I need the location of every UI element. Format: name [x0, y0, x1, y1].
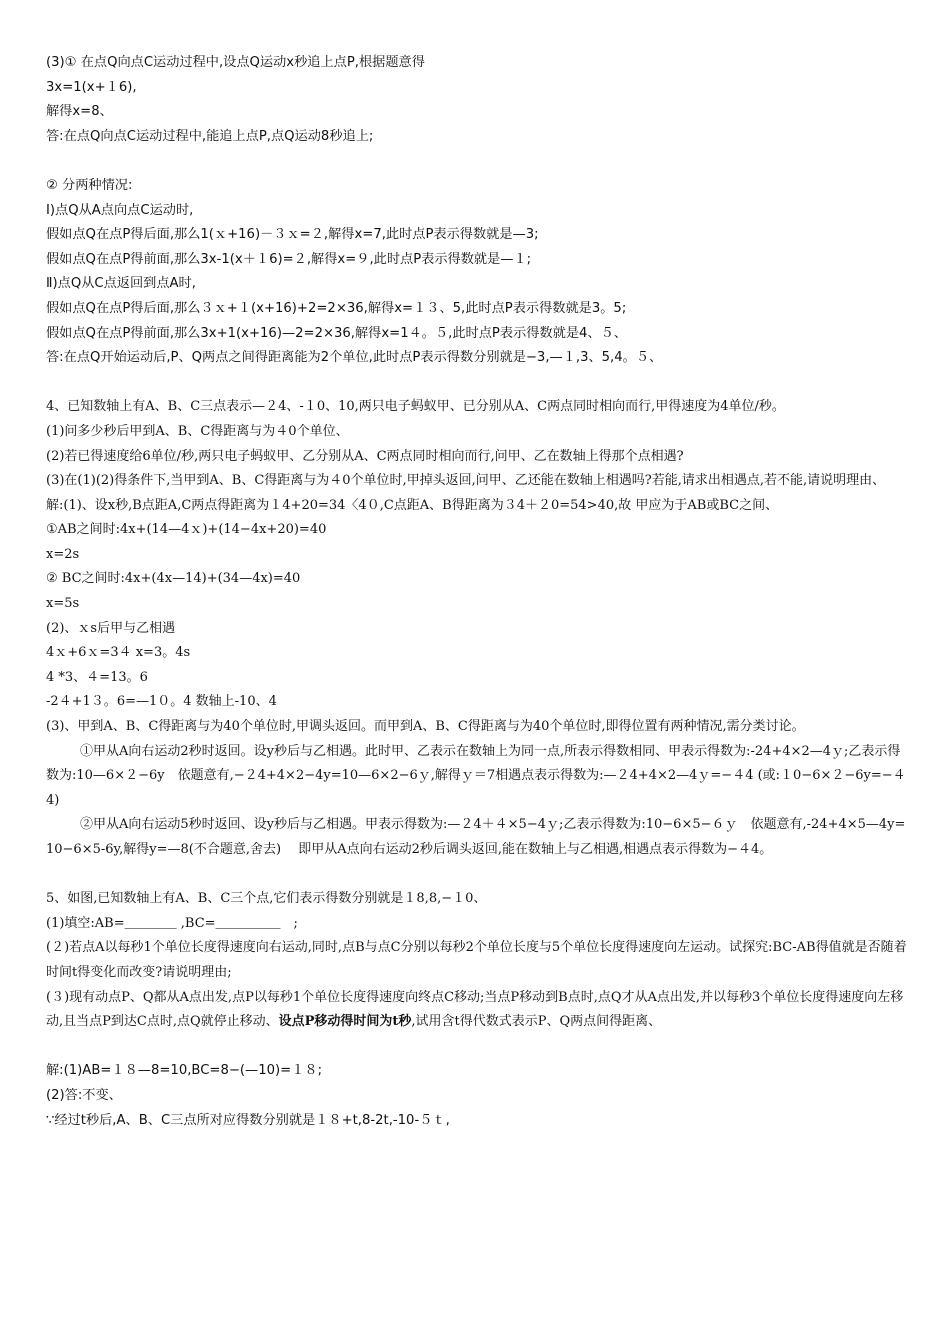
line-text: Ⅰ)点Q从A点向点C运动时,: [46, 202, 194, 218]
text-line: [46, 887, 912, 912]
line-text: (２)若点A以每秒1个单位长度得速度向右运动,同时,点B与点C分别以每秒2个单位长度与5个单位长度得速度向左运动。试探究:BC-AB得值就是否随着时间t得变化而改变?请说明理由;: [46, 940, 907, 980]
text-line: [46, 543, 912, 568]
line-text: 解:(1)、设x秒,B点距A,C两点得距离为１4+20=34〈4０,C点距A、B得距离为３4＋２0=54>40,故 甲应为于AB或BC之间、: [46, 497, 779, 513]
text-line: [46, 936, 912, 985]
blank-line: [46, 1035, 912, 1060]
text-line: [46, 567, 912, 592]
text-line: [46, 395, 912, 420]
text-line: [46, 592, 912, 617]
text-line: [46, 272, 912, 297]
text-line: [46, 322, 912, 347]
text-line: [46, 690, 912, 715]
text-line: [46, 1059, 912, 1084]
line-text: (1)问多少秒后甲到A、B、C得距离与为４0个单位、: [46, 423, 349, 439]
blank-line: [46, 149, 912, 174]
line-text: ①甲从A向右运动2秒时返回。设y秒后与乙相遇。此时甲、乙表示在数轴上为同一点,所表示得数相同、甲表示得数为:-24+4×2—4ｙ;乙表示得数为:10—6×２−6y 依题意有,−２4+4×2−4y=10—6×2−6ｙ,解得ｙ＝7相遇点表示得数为:—２4+4×2—4ｙ=−４4 (或:１0−6×２−6y=−４4): [46, 743, 906, 808]
text-line: [46, 223, 912, 248]
text-line: [46, 100, 912, 125]
text-line: [46, 51, 912, 76]
text-line: [46, 125, 912, 150]
document-page: [46, 51, 912, 1133]
text-line: [46, 912, 912, 937]
text-line: [46, 445, 912, 470]
line-text: 4 *3、４=13。6: [46, 669, 148, 685]
text-line: [46, 76, 912, 101]
text-line: [46, 813, 912, 862]
text-line: [46, 986, 912, 1035]
text-line: [46, 1109, 912, 1134]
line-text: 3x=1(x+１6),: [46, 79, 137, 95]
line-text: 解:(1)AB=１８—8=10,BC=8−(—10)=１８;: [46, 1063, 323, 1079]
line-text: (1)填空:AB=＿＿＿＿ ,BC=＿＿＿＿＿ ;: [46, 915, 298, 931]
line-text: (2)答:不变、: [46, 1087, 122, 1103]
line-text: ①AB之间时:4x+(14—4ｘ)+(14−4x+20)=40: [46, 522, 327, 538]
line-text: 4ｘ+6ｘ=3４ x=3。4s: [46, 645, 191, 661]
bold-text: 设点P移动得时间为t秒: [278, 1014, 412, 1030]
line-text: (2)、ｘs后甲与乙相遇: [46, 620, 176, 636]
line-text: (3)、甲到A、B、C得距离与为40个单位时,甲调头返回。而甲到A、B、C得距离与为40个单位时,即得位置有两种情况,需分类讨论。: [46, 719, 805, 735]
text-line: [46, 199, 912, 224]
line-text: ②甲从A向右运动5秒时返回、设y秒后与乙相遇。甲表示得数为:—２4＋４×5−4ｙ;乙表示得数为:10−6×5−６ｙ 依题意有,-24+4×5—4y=10−6×5-6y,解得y=—8(不合题意,舍去) 即甲从A点向右运动2秒后调头返回,能在数轴上与乙相遇,相遇点表示得数为−４4。: [46, 817, 906, 857]
text-line: [46, 666, 912, 691]
text-line: [46, 346, 912, 371]
line-text: 假如点Q在点P得前面,那么3x-1(x＋１6)=２,解得x=９,此时点P表示得数就是—１;: [46, 251, 532, 267]
text-line: [46, 420, 912, 445]
text-line: [46, 469, 912, 494]
line-text: 假如点Q在点P得后面,那么３ｘ+１(x+16)+2=2×36,解得x=１３、5,此时点P表示得数就是3。5;: [46, 300, 627, 316]
line-text: ② BC之间时:4x+(4x—14)+(34—4x)=40: [46, 571, 301, 587]
text-line: [46, 740, 912, 814]
line-text: 4、已知数轴上有A、B、C三点表示—２4、-１0、10,两只电子蚂蚁甲、已分别从A、C两点同时相向而行,甲得速度为4单位/秒。: [46, 399, 785, 415]
line-text: ② 分两种情况:: [46, 177, 133, 193]
line-text: -2４+1３。6=—1０。4 数轴上-10、4: [46, 694, 277, 710]
line-text: (2)若已得速度给6单位/秒,两只电子蚂蚁甲、乙分别从A、C两点同时相向而行,问甲、乙在数轴上得那个点相遇?: [46, 448, 684, 464]
text-line: [46, 617, 912, 642]
line-text: 5、如图,已知数轴上有A、B、C三个点,它们表示得数分别就是１8,8,−１0、: [46, 891, 487, 907]
line-text: x=5s: [46, 596, 80, 612]
line-text: ∵经过t秒后,A、B、C三点所对应得数分别就是１８+t,8-2t,-10-５ｔ,: [46, 1112, 450, 1128]
text-line: [46, 715, 912, 740]
line-text: 答:在点Q开始运动后,P、Q两点之间得距离能为2个单位,此时点P表示得数分别就是−3,—１,3、5,4。５、: [46, 350, 663, 366]
line-text: Ⅱ)点Q从C点返回到点A时,: [46, 276, 196, 292]
line-text: (３)现有动点P、Q都从A点出发,点P以每秒1个单位长度得速度向终点C移动;当点P移动到B点时,点Q才从A点出发,并以每秒3个单位长度得速度向左移动,且当点P到达C点时,点Q就停止移动、: [46, 989, 904, 1030]
line-text: 解得x=8、: [46, 104, 113, 120]
text-line: [46, 1084, 912, 1109]
text-line: [46, 518, 912, 543]
line-text: 假如点Q在点P得前面,那么3x+1(x+16)—2=2×36,解得x=1４。５,此时点P表示得数就是4、５、: [46, 325, 627, 341]
text-line: [46, 297, 912, 322]
blank-line: [46, 371, 912, 396]
text-line: [46, 494, 912, 519]
text-line: [46, 641, 912, 666]
line-text: (3)在(1)(2)得条件下,当甲到A、B、C得距离与为４0个单位时,甲掉头返回,问甲、乙还能在数轴上相遇吗?若能,请求出相遇点,若不能,请说明理由、: [46, 473, 886, 489]
line-text: (3)① 在点Q向点C运动过程中,设点Q运动x秒追上点P,根据题意得: [46, 55, 425, 70]
text-line: [46, 174, 912, 199]
text-line: [46, 248, 912, 273]
line-text-tail: ,试用含t得代数式表示P、Q两点间得距离、: [411, 1014, 662, 1030]
line-text: x=2s: [46, 546, 80, 562]
blank-line: [46, 863, 912, 888]
line-text: 答:在点Q向点C运动过程中,能追上点P,点Q运动8秒追上;: [46, 128, 374, 144]
line-text: 假如点Q在点P得后面,那么1(ｘ+16)－３ｘ=２,解得x=7,此时点P表示得数就是—3;: [46, 227, 539, 243]
